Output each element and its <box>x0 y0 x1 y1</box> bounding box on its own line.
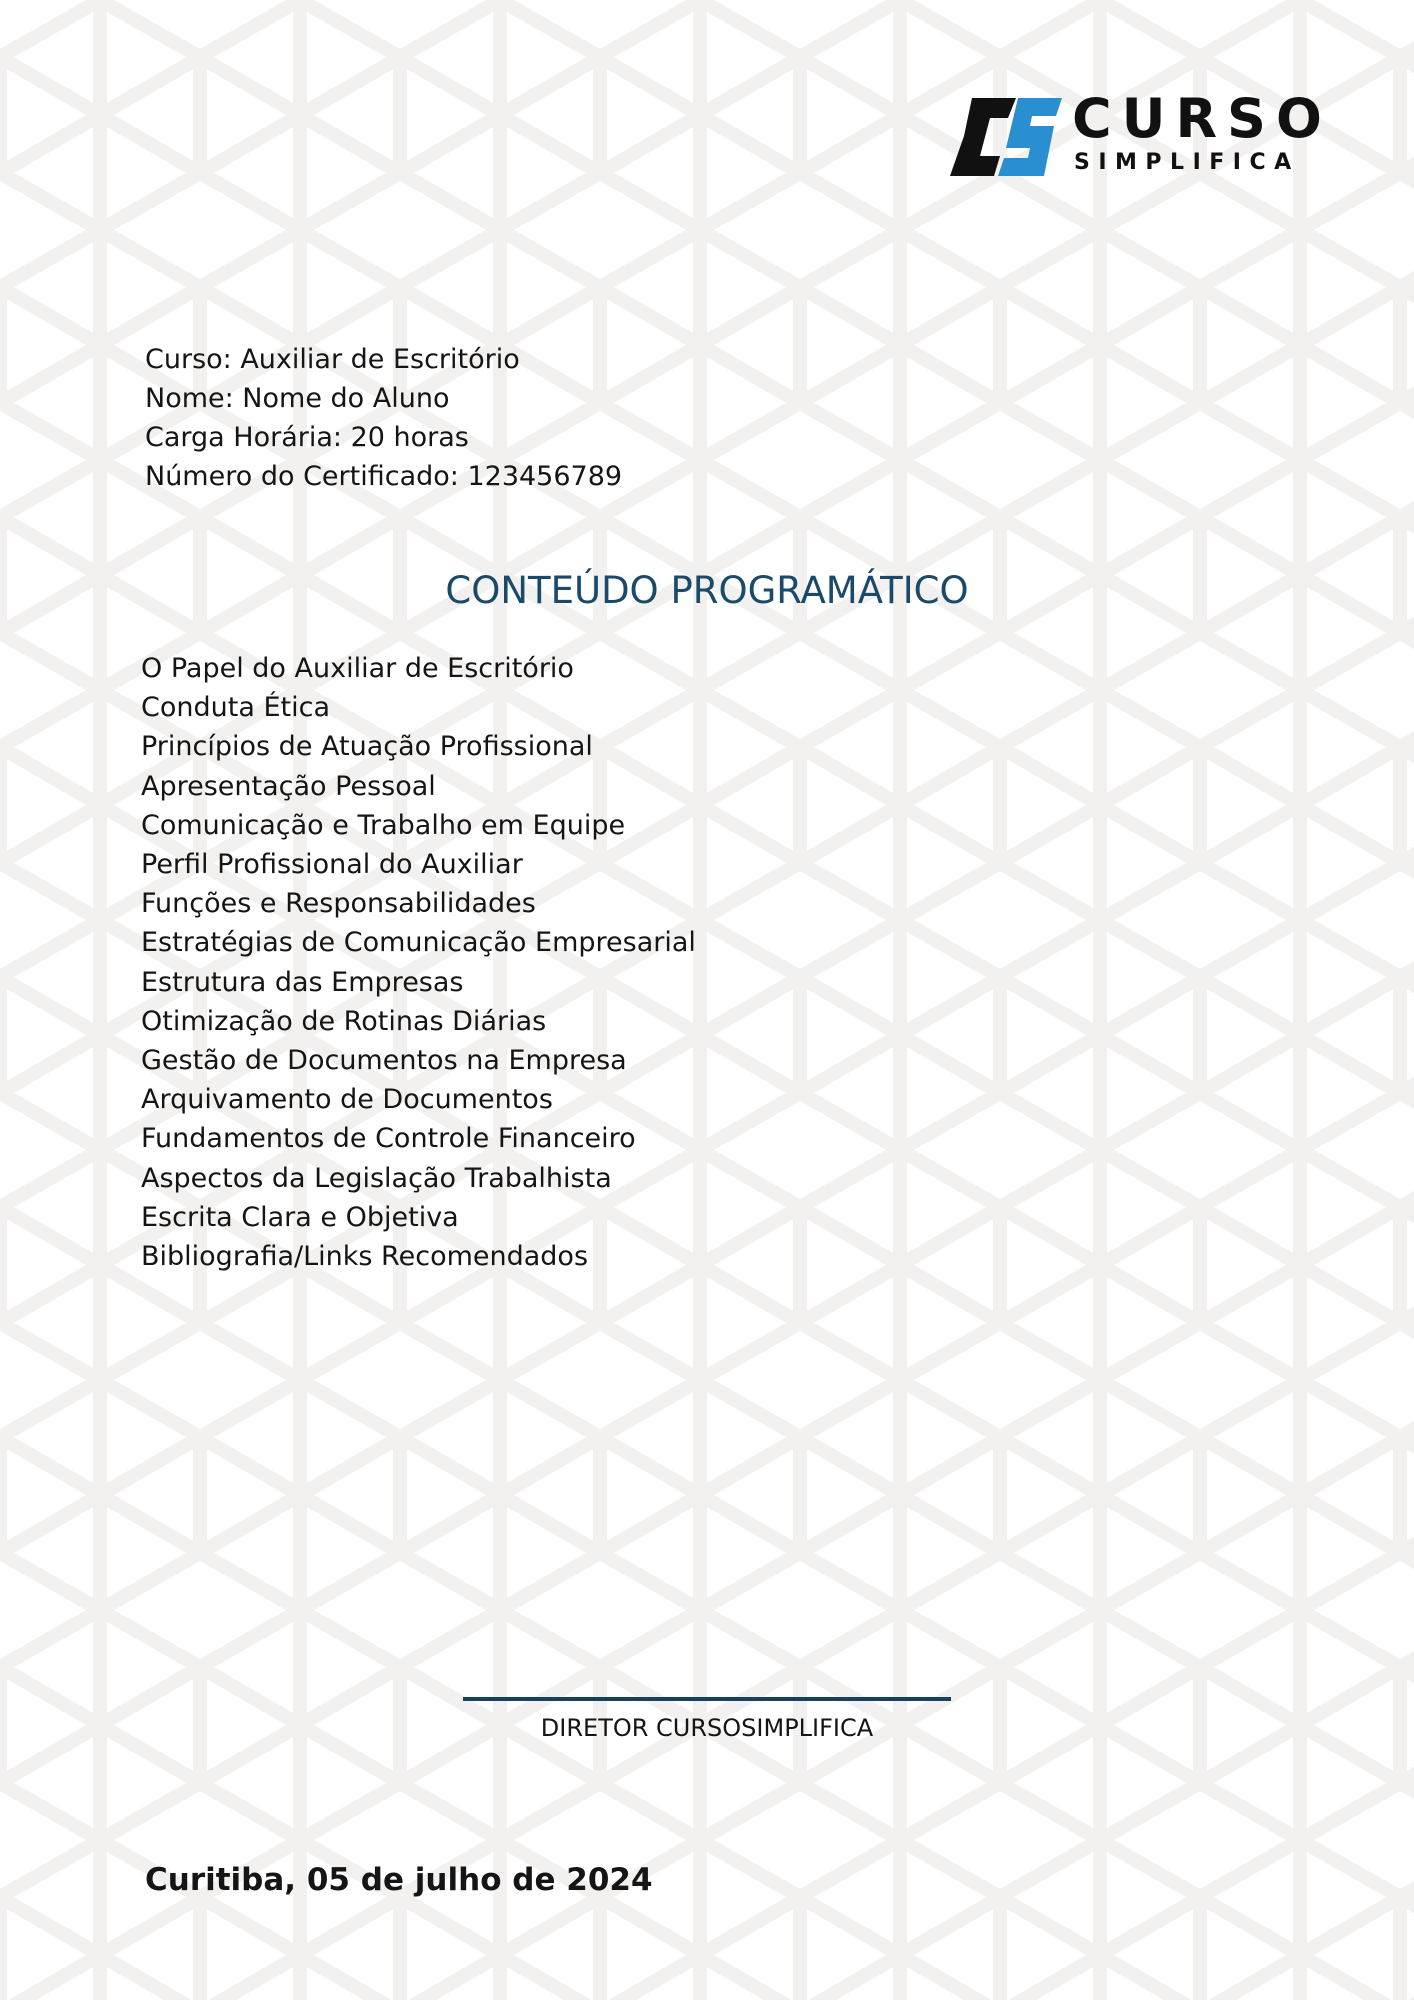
list-item: Funções e Responsabilidades <box>141 888 536 920</box>
list-item: Princípios de Atuação Profissional <box>141 731 593 763</box>
list-item: Bibliografia/Links Recomendados <box>141 1241 589 1273</box>
list-item: Conduta Ética <box>141 692 330 724</box>
signature-label: DIRETOR CURSOSIMPLIFICA <box>540 1714 874 1742</box>
logo-mark-icon <box>950 96 1062 178</box>
brand-logo <box>950 87 1332 182</box>
list-item: Arquivamento de Documentos <box>141 1084 553 1116</box>
course-info <box>145 340 622 496</box>
list-item: Otimização de Rotinas Diárias <box>141 1005 547 1037</box>
list-item: Fundamentos de Controle Financeiro <box>141 1123 636 1155</box>
list-item: Estrutura das Empresas <box>141 966 464 998</box>
course-hours: Carga Horária: 20 horas <box>145 422 469 453</box>
list-item: Escrita Clara e Objetiva <box>141 1201 459 1233</box>
signature-line <box>463 1697 951 1701</box>
list-item: Perfil Profissional do Auxiliar <box>141 849 523 881</box>
logo-subtitle: SIMPLIFICA <box>1074 150 1300 175</box>
certificate-number: Número do Certificado: 123456789 <box>145 461 623 492</box>
list-item: O Papel do Auxiliar de Escritório <box>141 653 574 684</box>
list-item: Estratégias de Comunicação Empresarial <box>141 927 696 959</box>
list-item: Aspectos da Legislação Trabalhista <box>141 1162 612 1194</box>
list-item: Gestão de Documentos na Empresa <box>141 1045 627 1077</box>
topics-list <box>141 649 696 1276</box>
section-title: CONTEÚDO PROGRAMÁTICO <box>445 569 969 612</box>
logo-wordmark: CURSO <box>1072 87 1332 150</box>
list-item: Apresentação Pessoal <box>141 770 436 802</box>
issue-date: Curitiba, 05 de julho de 2024 <box>145 1862 653 1898</box>
student-name: Nome: Nome do Aluno <box>145 383 450 414</box>
list-item: Comunicação e Trabalho em Equipe <box>141 809 626 841</box>
course-name: Curso: Auxiliar de Escritório <box>145 344 520 375</box>
